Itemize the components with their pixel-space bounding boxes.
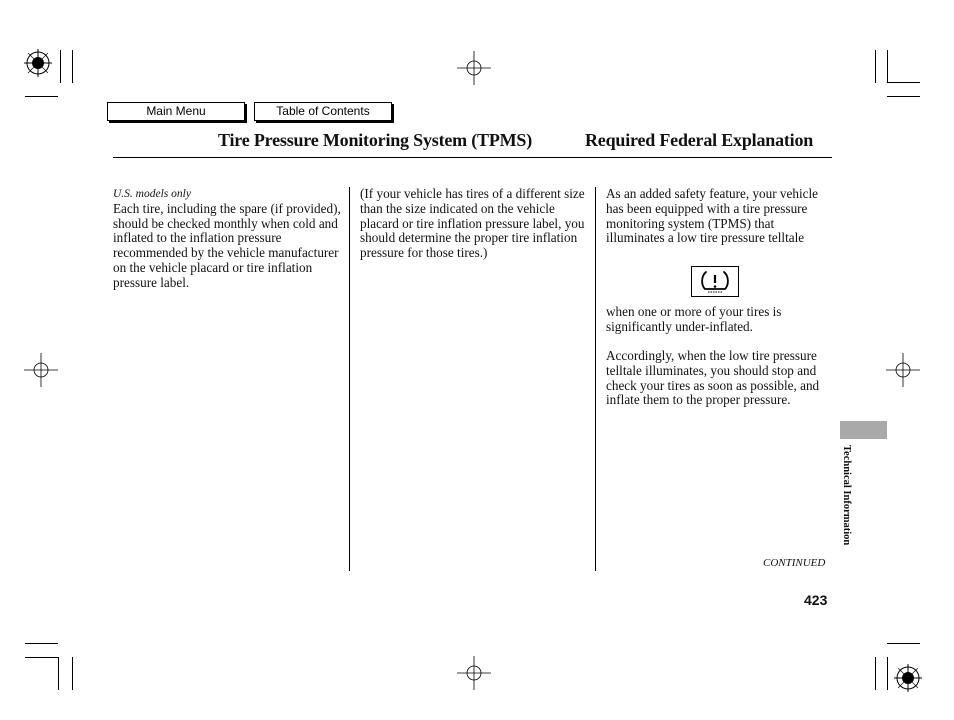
registration-target-icon <box>894 664 922 692</box>
main-menu-button[interactable]: Main Menu <box>107 102 245 121</box>
table-of-contents-button[interactable]: Table of Contents <box>254 102 392 121</box>
section-title: Required Federal Explanation <box>585 130 814 150</box>
models-note: U.S. models only <box>113 188 191 200</box>
body-paragraph: Each tire, including the spare (if provided), should be checked monthly when cold and inflated to the inflation pressure recommended by the vehicle manufacturer on the vehicle placard or tire inflation pressure label. <box>113 200 341 290</box>
crosshair-icon <box>24 353 58 387</box>
body-paragraph: Accordingly, when the low tire pressure telltale illuminates, you should stop and check your tires as soon as possible, and inflate them to the proper pressure. <box>606 348 820 408</box>
header-rule <box>113 157 832 158</box>
crosshair-icon <box>457 656 491 690</box>
section-tab[interactable] <box>840 421 887 439</box>
column-divider <box>595 187 596 571</box>
column-3-continued <box>606 349 834 408</box>
column-3 <box>606 187 834 246</box>
body-paragraph: As an added safety feature, your vehicle has been equipped with a tire pressure monitoring system (TPMS) that illuminates a low tire pressure telltale <box>606 186 819 246</box>
tpms-telltale-box <box>691 266 739 297</box>
body-paragraph: when one or more of your tires is significantly under-inflated. <box>606 304 782 334</box>
continued-label: CONTINUED <box>763 557 826 569</box>
crosshair-icon <box>457 51 491 85</box>
column-3-continued <box>606 305 834 335</box>
section-tab-label: Technical Information <box>841 445 852 546</box>
page-title: Tire Pressure Monitoring System (TPMS) <box>218 130 533 150</box>
low-tire-pressure-icon <box>692 267 738 296</box>
page-number: 423 <box>804 592 828 608</box>
column-divider <box>349 187 350 571</box>
column-1 <box>113 187 341 291</box>
body-paragraph: (If your vehicle has tires of a different size than the size indicated on the vehicle placard or tire inflation pressure label, you should determine the proper tire inflation pressure for those tires.) <box>360 186 585 261</box>
registration-target-icon <box>24 49 52 77</box>
crosshair-icon <box>886 353 920 387</box>
column-2 <box>360 187 586 261</box>
